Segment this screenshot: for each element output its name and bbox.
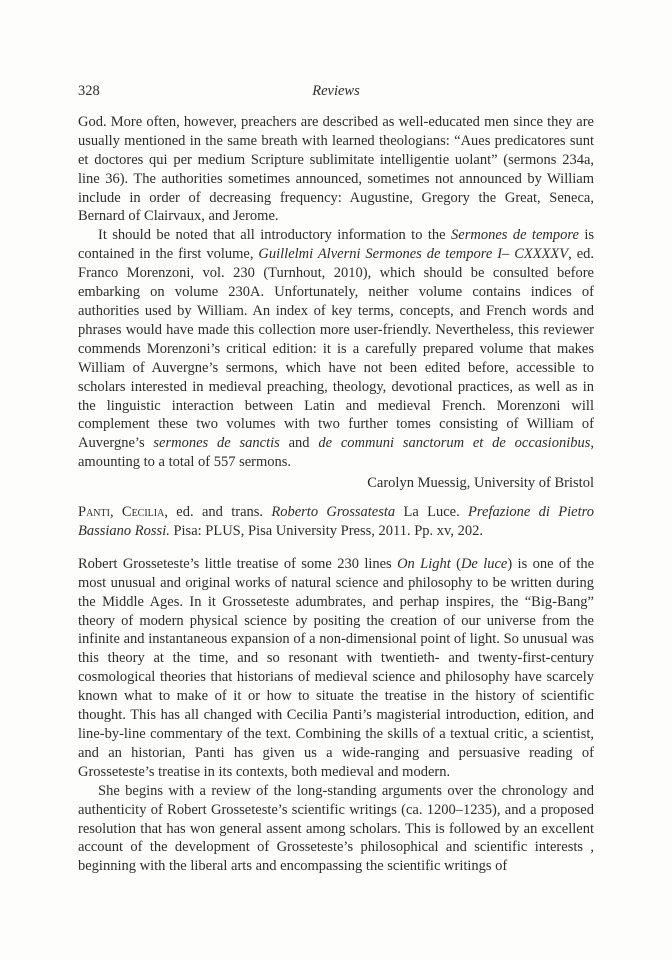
page-header bbox=[78, 82, 594, 101]
review-paragraph: It should be noted that all introductory information to the Sermones de tempore is contained in the first volume, Guillelmi Alverni Sermones de tempore I– CXXXXV, ed. Franco Morenzoni, vol. 230 (Turnhout, 2010), which should be consulted before embarking on volume 230A. Unfortunately, neither volume contains indices of authorities used by William. An index of key terms, concepts, and French words and phrases would have made this collection more user-friendly. Nevertheless, this reviewer commends Morenzoni’s critical edition: it is a carefully prepared volume that makes William of Auvergne’s sermons, which have not been edited before, accessible to scholars interested in medieval preaching, theology, devotional practices, as well as in the linguistic interaction between Latin and medieval French. Morenzoni will complement these two volumes with two further tomes consisting of William of Auvergne’s sermones de sanctis and de communi sanctorum et de occasionibus, amounting to a total of 557 sermons. bbox=[78, 227, 595, 471]
review-continuation-paragraph: God. More often, however, preachers are described as well-educated men since they are usually mentioned in the same breath with learned theologians: “Aues predicatores sunt et doctores qui per medium Scripture sublimitate intelligentie uolant” (sermons 234a, line 36). The authorities sometimes announced, sometimes not announced by William include in order of decreasing frequency: Augustine, Gregory the Great, Seneca, Bernard of Clairvaux, and Jerome. bbox=[78, 113, 594, 225]
page-body bbox=[78, 113, 594, 876]
book-citation: Panti, Cecilia, ed. and trans. Roberto Grossatesta La Luce. Prefazione di Pietro Bassiano Rossi. Pisa: PLUS, Pisa University Press, 2011. Pp. xv, 202. bbox=[78, 504, 594, 539]
review-body-paragraph: Robert Grosseteste’s little treatise of some 230 lines On Light (De luce) is one of the most unusual and original works of natural science and philosophy to be written during the Middle Ages. In it Grosseteste adumbrates, and perhap inspires, the “Big-Bang” theory of modern physical science by positing the creation of our universe from the infinite and instantaneous expansion of a non-dimensional point of light. So unusual was this theory at the time, and so resonant with twentieth- and twenty-first-century cosmological theories that historians of medieval science and philosophy have scarcely known what to make of it or how to situate the treatise in the history of scientific thought. This has all changed with Cecilia Panti’s magisterial introduction, edition, and line-by-line commentary of the text. Combining the skills of a textual critic, a scientist, and an historian, Panti has given us a wide-ranging and persuasive reading of Grosseteste’s treatise in its contexts, both medieval and modern. bbox=[78, 555, 595, 780]
running-head: Reviews bbox=[312, 83, 360, 99]
review-body-paragraph: She begins with a review of the long-standing arguments over the chronology and authenticity of Robert Grosseteste’s scientific writings (ca. 1200–1235), and a proposed resolution that has won general assent among scholars. This is followed by an excellent account of the development of Grosseteste’s philosophical and scientific interests , beginning with the liberal arts and encompassing the scientific writings of bbox=[78, 782, 594, 875]
page-number: 328 bbox=[78, 83, 100, 99]
reviewer-attribution: Carolyn Muessig, University of Bristol bbox=[367, 475, 594, 492]
